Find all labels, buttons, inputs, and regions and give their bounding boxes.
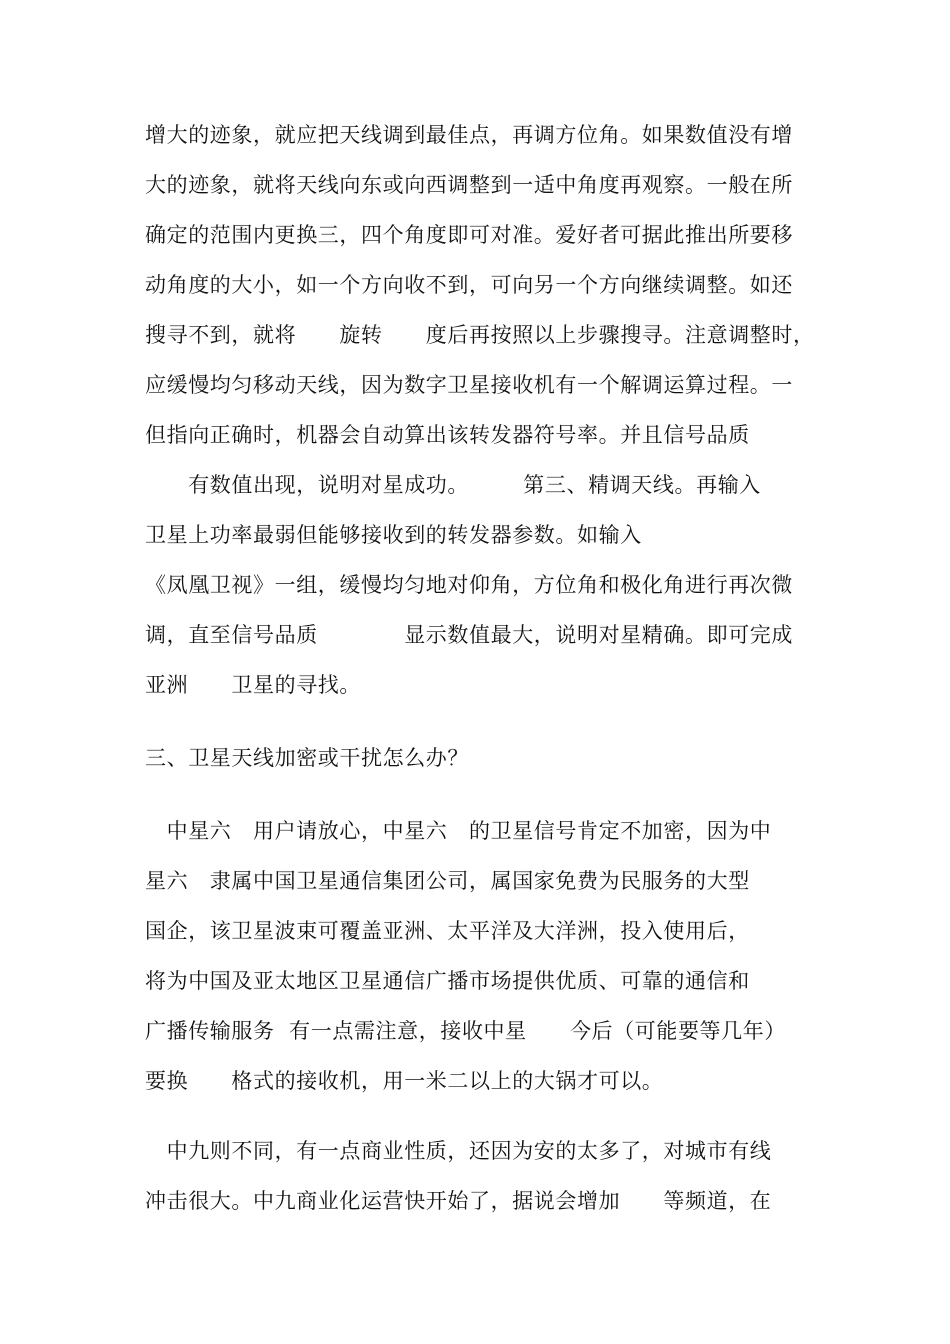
section-heading: 三、卫星天线加密或干扰怎么办？	[145, 746, 469, 770]
body-text-line: 卫星上功率最弱但能够接收到的转发器参数。如输入	[145, 523, 642, 547]
body-text-line: 亚洲 卫星的寻找。	[145, 673, 361, 697]
body-text-line: 有数值出现，说明对星成功。 第三、精调天线。再输入	[145, 473, 761, 497]
body-text-line: 国企，该卫星波束可覆盖亚洲、太平洋及大洋洲，投入使用后，	[145, 919, 750, 943]
body-text-line: 但指向正确时，机器会自动算出该转发器符号率。并且信号品质	[145, 423, 750, 447]
body-text-line: 调，直至信号品质 显示数值最大，说明对星精确。即可完成	[145, 623, 793, 647]
body-text-line: 冲击很大。中九商业化运营快开始了，据说会增加 等频道，在	[145, 1189, 772, 1213]
body-text-line: 应缓慢均匀移动天线，因为数字卫星接收机有一个解调运算过程。一	[145, 373, 793, 397]
body-text-line: 中星六 用户请放心，中星六 的卫星信号肯定不加密，因为中	[145, 819, 772, 843]
body-text-line: 广播传输服务 有一点需注意，接收中星 今后（可能要等几年）	[145, 1019, 786, 1043]
body-text-line: 搜寻不到，就将 旋转 度后再按照以上步骤搜寻。注意调整时，	[145, 323, 815, 347]
body-text-line: 中九则不同，有一点商业性质，还因为安的太多了，对城市有线	[145, 1139, 772, 1163]
body-text-line: 大的迹象，就将天线向东或向西调整到一适中角度再观察。一般在所	[145, 173, 793, 197]
body-text-line: 增大的迹象，就应把天线调到最佳点，再调方位角。如果数值没有增	[145, 123, 793, 147]
body-text-line: 《凤凰卫视》一组，缓慢均匀地对仰角，方位角和极化角进行再次微	[145, 573, 793, 597]
body-text-line: 要换 格式的接收机，用一米二以上的大锅才可以。	[145, 1069, 664, 1093]
body-text-line: 动角度的大小，如一个方向收不到，可向另一个方向继续调整。如还	[145, 273, 793, 297]
body-text-line: 星六 隶属中国卫星通信集团公司，属国家免费为民服务的大型	[145, 869, 750, 893]
body-text-line: 确定的范围内更换三，四个角度即可对准。爱好者可据此推出所要移	[145, 223, 793, 247]
body-text-line: 将为中国及亚太地区卫星通信广播市场提供优质、可靠的通信和	[145, 969, 750, 993]
